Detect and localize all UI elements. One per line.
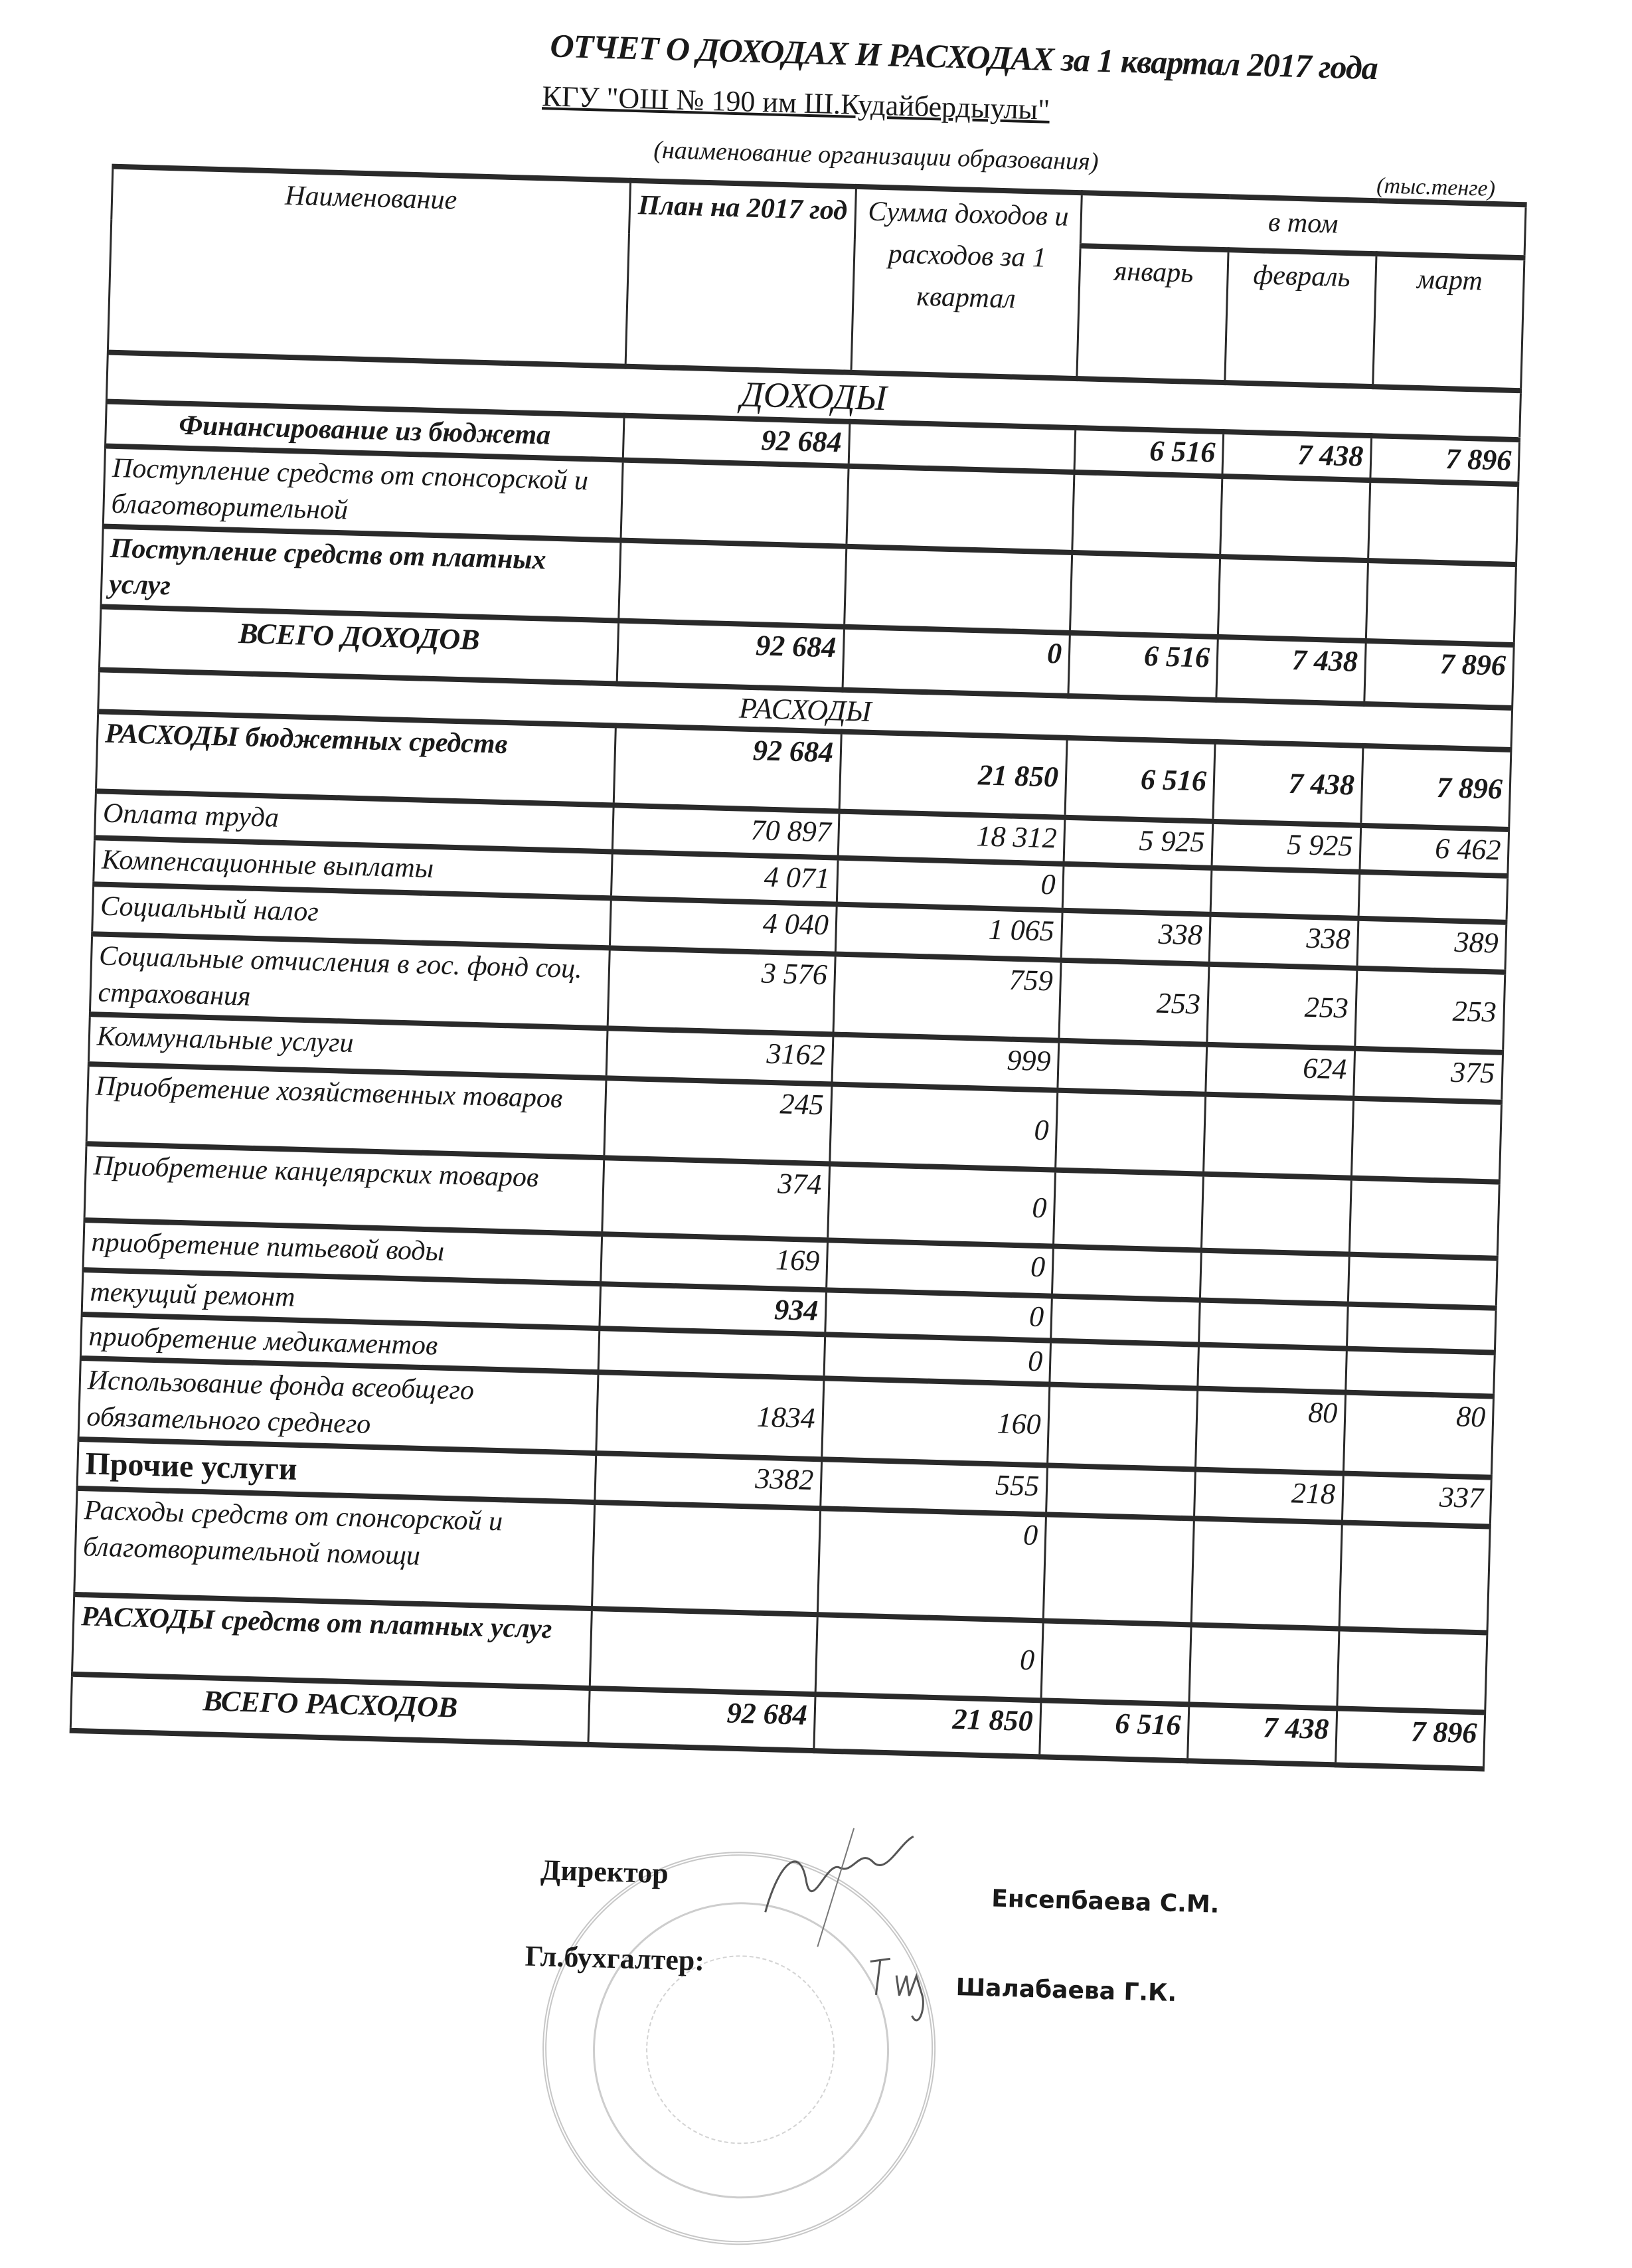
col-header-mar: март xyxy=(1373,254,1524,391)
units-label: (тыс.тенге) xyxy=(1376,173,1496,202)
director-name: Енсепбаева С.М. xyxy=(991,1885,1220,1919)
cell-plan: 4 040 xyxy=(610,898,837,954)
cell-mar: 375 xyxy=(1354,1049,1503,1102)
cell-jan xyxy=(1052,1247,1201,1300)
cell-mar xyxy=(1366,561,1516,645)
cell-mar: 7 896 xyxy=(1370,436,1520,484)
cell-feb xyxy=(1203,1094,1353,1178)
cell-sum xyxy=(847,466,1074,552)
cell-mar xyxy=(1368,480,1518,565)
cell-jan xyxy=(1056,1090,1206,1174)
cell-jan xyxy=(1070,553,1220,637)
cell-sum: 21 850 xyxy=(814,1694,1041,1757)
cell-plan: 3 576 xyxy=(608,948,835,1034)
cell-jan xyxy=(1046,1465,1196,1518)
cell-jan xyxy=(1043,1514,1194,1624)
accountant-name: Шалабаева Г.К. xyxy=(955,1974,1177,2008)
cell-mar: 253 xyxy=(1355,968,1505,1053)
col-header-jan: январь xyxy=(1077,246,1228,383)
cell-feb: 253 xyxy=(1207,964,1357,1049)
cell-plan xyxy=(598,1328,825,1379)
row-name: Социальный налог xyxy=(92,884,612,948)
cell-plan: 1834 xyxy=(596,1372,824,1458)
cell-plan xyxy=(592,1502,820,1614)
cell-jan: 253 xyxy=(1059,960,1209,1045)
cell-mar: 7 896 xyxy=(1364,641,1514,708)
cell-jan: 338 xyxy=(1061,911,1210,964)
cell-sum xyxy=(849,422,1076,472)
row-name: Поступление средств от платных услуг xyxy=(101,526,621,620)
cell-jan: 6 516 xyxy=(1068,633,1218,700)
section-income: ДОХОДЫ xyxy=(106,353,1520,440)
cell-feb: 5 925 xyxy=(1212,822,1361,872)
cell-sum: 0 xyxy=(828,1164,1056,1247)
cell-feb: 7 438 xyxy=(1216,637,1366,704)
row-name: ВСЕГО ДОХОДОВ xyxy=(99,606,618,683)
cell-feb xyxy=(1210,868,1360,918)
cell-feb xyxy=(1201,1174,1351,1255)
cell-feb: 7 438 xyxy=(1222,432,1372,480)
cell-plan xyxy=(619,540,847,626)
director-label: Директор xyxy=(540,1854,669,1890)
row-name: приобретение медикаментов xyxy=(80,1314,600,1373)
cell-sum: 555 xyxy=(821,1459,1048,1515)
row-name: Поступление средств от спонсорской и благотворительной xyxy=(103,446,623,540)
director-signature-icon xyxy=(751,1819,927,1957)
col-header-group: в том xyxy=(1080,193,1526,258)
cell-sum: 0 xyxy=(817,1508,1046,1620)
cell-jan: 5 925 xyxy=(1064,818,1213,868)
cell-jan xyxy=(1041,1620,1191,1704)
cell-sum: 21 850 xyxy=(839,732,1067,818)
cell-mar xyxy=(1346,1304,1496,1353)
cell-jan xyxy=(1050,1340,1199,1389)
row-name: текущий ремонт xyxy=(82,1270,601,1328)
organization-caption: (наименование организации образования) xyxy=(653,135,1099,176)
cell-sum: 0 xyxy=(830,1085,1058,1170)
cell-feb: 624 xyxy=(1206,1045,1355,1098)
cell-feb xyxy=(1199,1300,1348,1349)
cell-jan xyxy=(1072,472,1222,557)
col-header-sum: Сумма доходов и расходов за 1 квартал xyxy=(851,187,1082,379)
cell-sum: 18 312 xyxy=(838,812,1065,864)
row-name: Расходы средств от спонсорской и благотворительной помощи xyxy=(74,1488,595,1609)
cell-jan xyxy=(1058,1041,1207,1094)
cell-feb: 7 438 xyxy=(1213,742,1363,826)
cell-mar: 7 896 xyxy=(1335,1708,1485,1769)
row-name: ВСЕГО РАСХОДОВ xyxy=(70,1674,590,1745)
row-name: Социальные отчисления в гос. фонд соц. страхования xyxy=(90,934,610,1028)
cell-mar: 337 xyxy=(1342,1473,1491,1526)
cell-jan: 6 516 xyxy=(1040,1700,1189,1761)
cell-feb: 80 xyxy=(1195,1389,1345,1473)
cell-sum xyxy=(845,547,1072,633)
section-expense: РАСХОДЫ xyxy=(98,669,1512,750)
row-name: Коммунальные услуги xyxy=(88,1014,608,1078)
cell-feb: 338 xyxy=(1209,915,1358,968)
cell-jan xyxy=(1048,1385,1198,1469)
cell-mar xyxy=(1348,1255,1497,1308)
cell-plan xyxy=(590,1609,817,1694)
row-name: Приобретение канцелярских товаров xyxy=(84,1144,604,1234)
cell-mar xyxy=(1339,1522,1490,1632)
col-header-plan: План на 2017 год xyxy=(625,181,856,373)
row-name: приобретение питьевой воды xyxy=(83,1220,602,1284)
cell-plan: 4 071 xyxy=(611,851,838,904)
row-name: Использование фонда всеобщего обязательного среднего xyxy=(78,1358,598,1452)
cell-mar: 80 xyxy=(1343,1393,1493,1477)
accountant-signature-icon xyxy=(862,1948,957,2037)
cell-mar: 6 462 xyxy=(1360,826,1509,876)
cell-jan: 6 516 xyxy=(1065,738,1215,822)
row-name: РАСХОДЫ бюджетных средств xyxy=(96,711,615,805)
col-header-name: Наименование xyxy=(108,167,630,367)
report-title: ОТЧЕТ О ДОХОДАХ И РАСХОДАХ за 1 квартал 2017 года xyxy=(549,27,1378,87)
cell-plan: 3382 xyxy=(595,1453,822,1509)
cell-feb xyxy=(1189,1624,1339,1708)
cell-sum: 0 xyxy=(827,1241,1054,1296)
cell-sum: 1 065 xyxy=(835,905,1062,960)
accountant-label: Гл.бухгалтер: xyxy=(525,1939,705,1977)
row-name: Оплата труда xyxy=(95,791,614,851)
row-name: РАСХОДЫ средств от платных услуг xyxy=(72,1595,592,1688)
cell-sum: 160 xyxy=(822,1379,1050,1465)
col-header-feb: февраль xyxy=(1225,250,1376,387)
cell-mar xyxy=(1358,872,1508,922)
cell-jan xyxy=(1053,1170,1203,1251)
cell-jan: 6 516 xyxy=(1074,428,1224,476)
cell-sum: 0 xyxy=(815,1614,1043,1700)
cell-mar xyxy=(1346,1348,1495,1397)
cell-mar: 389 xyxy=(1357,918,1507,972)
cell-plan: 3162 xyxy=(606,1028,833,1084)
cell-plan: 92 684 xyxy=(588,1688,815,1751)
cell-plan: 374 xyxy=(602,1158,830,1240)
organization-name: КГУ "ОШ № 190 им Ш.Кудайбердыулы" xyxy=(541,80,1050,126)
cell-plan xyxy=(621,460,849,546)
cell-mar xyxy=(1349,1178,1499,1259)
cell-feb: 218 xyxy=(1194,1469,1343,1522)
cell-mar xyxy=(1337,1628,1487,1712)
cell-sum: 0 xyxy=(825,1290,1052,1341)
cell-sum: 759 xyxy=(833,954,1061,1041)
row-name: Прочие услуги xyxy=(77,1439,596,1502)
row-name: Компенсационные выплаты xyxy=(94,837,613,898)
cell-feb xyxy=(1191,1518,1342,1628)
cell-plan: 245 xyxy=(604,1078,832,1164)
cell-plan: 169 xyxy=(601,1234,828,1290)
cell-jan xyxy=(1051,1296,1200,1345)
cell-plan: 92 684 xyxy=(613,725,841,811)
cell-feb xyxy=(1200,1251,1349,1304)
cell-sum: 0 xyxy=(843,627,1070,696)
cell-feb xyxy=(1220,476,1370,561)
cell-feb: 7 438 xyxy=(1188,1704,1337,1765)
income-expense-table xyxy=(70,164,1527,1772)
cell-plan: 934 xyxy=(600,1284,827,1334)
row-name: Финансирование из бюджета xyxy=(106,402,625,460)
cell-sum: 0 xyxy=(824,1334,1051,1385)
cell-plan: 70 897 xyxy=(612,805,839,857)
cell-mar: 7 896 xyxy=(1361,746,1511,829)
cell-sum: 0 xyxy=(837,858,1064,911)
cell-sum: 999 xyxy=(832,1035,1059,1090)
cell-feb xyxy=(1218,557,1368,641)
cell-plan: 92 684 xyxy=(617,621,844,690)
row-name: Приобретение хозяйственных товаров xyxy=(86,1064,606,1158)
cell-feb xyxy=(1198,1344,1347,1393)
cell-plan: 92 684 xyxy=(623,416,850,466)
cell-jan xyxy=(1062,864,1212,915)
cell-mar xyxy=(1351,1098,1501,1182)
